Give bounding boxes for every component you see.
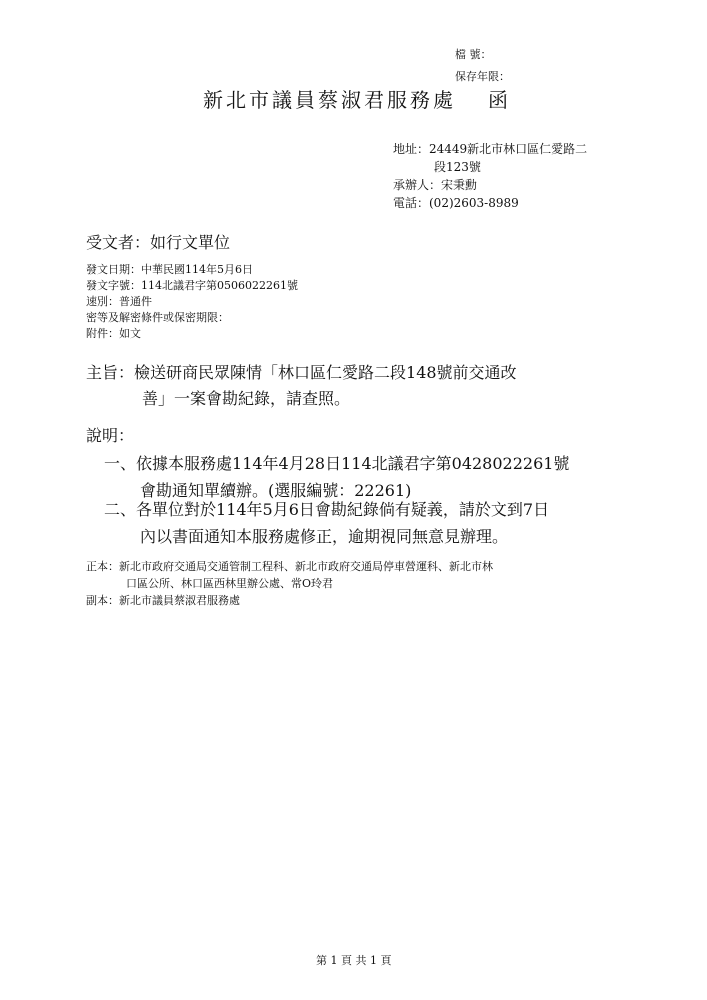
address-line-2: 段123號 [434, 160, 481, 174]
security-level: 密等及解密條件或保密期限： [86, 311, 229, 324]
file-number-label: 檔 號： [455, 48, 492, 61]
copy-recipients: 副本：新北市議員蔡淑君服務處 [86, 594, 240, 607]
recipient: 受文者：如行文單位 [86, 233, 231, 252]
original-recipients-line-2: 口區公所、林口區西林里辦公處、常O玲君 [126, 577, 334, 590]
item-line-2: 內以書面通知本服務處修正，逾期視同無意見辦理。 [140, 527, 509, 546]
item-line-1: 各單位對於114年5月6日會勘紀錄倘有疑義，請於文到7日 [136, 500, 550, 519]
address-line-1: 地址：24449新北市林口區仁愛路二 [393, 142, 588, 156]
item-line-1: 依據本服務處114年4月28日114北議君字第0428022261號 [136, 454, 570, 473]
phone: 電話：(02)2603-8989 [393, 196, 519, 210]
speed: 速別：普通件 [86, 295, 152, 308]
document-number: 發文字號：114北議君字第0506022261號 [86, 279, 298, 292]
subject [86, 360, 517, 412]
contact-block [393, 140, 587, 212]
subject-line-2: 善」一案會勘紀錄，請查照。 [142, 389, 351, 408]
item-line-2: 會勘通知單續辦。(選服編號：22261) [140, 481, 412, 500]
page-number: 第 1 頁 共 1 頁 [316, 954, 392, 967]
original-recipients-line-1: 正本：新北市政府交通局交通管制工程科、新北市政府交通局停車營運科、新北市林 [86, 560, 493, 573]
meta-block [86, 262, 298, 342]
handler: 承辦人：宋秉勳 [393, 178, 478, 192]
issue-date: 發文日期：中華民國114年5月6日 [86, 263, 253, 276]
subject-line-1: 檢送研商民眾陳情「林口區仁愛路二段148號前交通改 [134, 363, 517, 382]
attachment: 附件：如文 [86, 327, 141, 340]
item-number: 一、 [104, 454, 137, 473]
explanation-label: 說明： [86, 426, 135, 445]
distribution-block [86, 558, 493, 609]
retention-period-label: 保存年限： [455, 70, 510, 83]
explanation-item [104, 496, 549, 550]
subject-label: 主旨： [86, 363, 135, 382]
item-number: 二、 [104, 500, 137, 519]
document-type: 函 [488, 88, 511, 112]
document-title: 新北市議員蔡淑君服務處 [203, 88, 456, 112]
